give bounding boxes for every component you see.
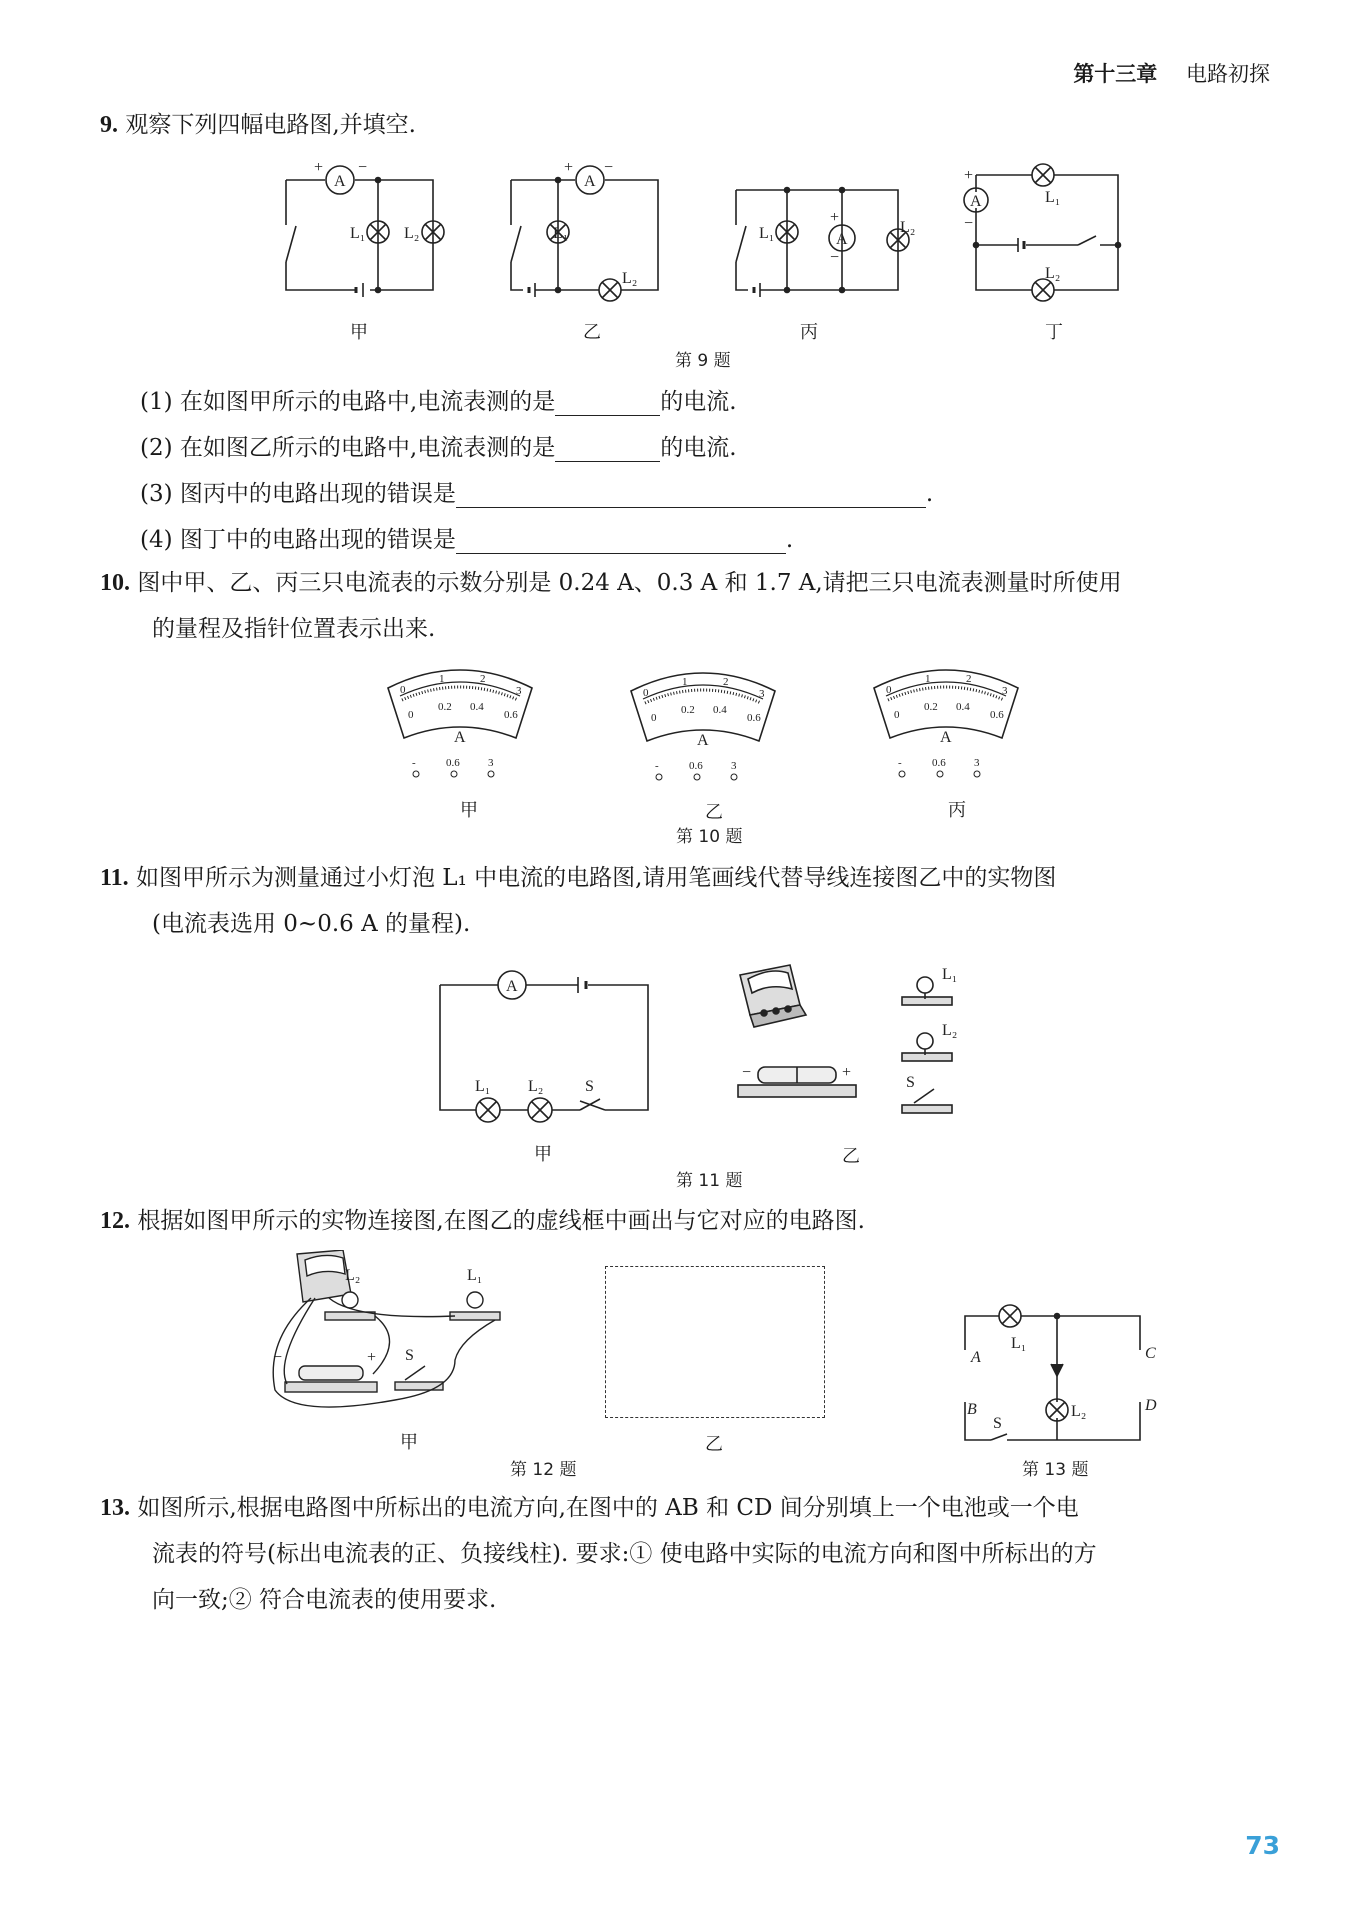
drawing-area-box[interactable]	[605, 1266, 825, 1418]
page-header	[1073, 58, 1270, 88]
answer-blank[interactable]	[456, 481, 926, 508]
svg-text:0.4: 0.4	[713, 704, 727, 716]
question-9	[100, 102, 416, 148]
svg-text:L₂: L₂	[345, 1267, 361, 1284]
section-title: 电路初探	[1186, 62, 1270, 86]
q9-sub-1: (1) 在如图甲所示的电路中,电流表测的是 的电流.	[140, 389, 737, 415]
svg-text:0.6: 0.6	[446, 757, 460, 769]
svg-text:1: 1	[925, 673, 931, 685]
svg-text:-: -	[412, 757, 416, 769]
svg-text:L₂: L₂	[622, 270, 638, 287]
svg-text:L₂: L₂	[1045, 265, 1061, 282]
q9-sub-2: (2) 在如图乙所示的电路中,电流表测的是 的电流.	[140, 435, 737, 461]
svg-text:0: 0	[643, 687, 649, 699]
svg-text:0.4: 0.4	[956, 701, 970, 713]
page-number: 73	[1245, 1831, 1280, 1860]
fig-label: 乙	[842, 1146, 860, 1167]
svg-text:D: D	[1145, 1397, 1157, 1414]
circuit-jia	[440, 971, 648, 1122]
question-number: 9.	[100, 112, 118, 138]
svg-text:+: +	[314, 159, 324, 176]
svg-text:L₁: L₁	[467, 1267, 483, 1284]
fig-label: 丙	[948, 800, 966, 821]
svg-text:L₁: L₁	[759, 225, 775, 242]
svg-text:L₁: L₁	[1045, 189, 1061, 206]
figure-caption: 第 9 题	[675, 351, 731, 371]
svg-text:+: +	[367, 1349, 377, 1366]
fig-label: 甲	[460, 800, 478, 821]
fig-label: 乙	[583, 322, 601, 343]
svg-text:−: −	[273, 1349, 283, 1366]
question-11: 11. 如图甲所示为测量通过小灯泡 L₁ 中电流的电路图,请用笔画线代替导线连接图乙中的实物图 (电流表选用 0~0.6 A 的量程).	[100, 865, 1057, 937]
svg-text:0.6: 0.6	[504, 709, 518, 721]
svg-text:−: −	[358, 159, 368, 176]
question-13: 13. 如图所示,根据电路图中所标出的电流方向,在图中的 AB 和 CD 间分别填上一个电池或一个电 流表的符号(标出电流表的正、负接线柱). 要求:① 使电路中实际的电流方向和图中所标出的方 向一致;② 符合电流表的使用要求.	[100, 1495, 1097, 1613]
figure-caption: 第 13 题	[1022, 1460, 1089, 1480]
svg-text:-: -	[898, 757, 902, 769]
question-12: 12. 根据如图甲所示的实物连接图,在图乙的虚线框中画出与它对应的电路图.	[100, 1208, 865, 1234]
svg-text:B: B	[967, 1401, 977, 1418]
fig-label: 丁	[1045, 322, 1063, 343]
q13-circuit	[955, 1290, 1175, 1460]
switch-icon	[580, 1099, 600, 1110]
svg-text:L₂: L₂	[942, 1022, 958, 1039]
svg-text:3: 3	[516, 685, 522, 697]
switch-icon	[914, 1089, 934, 1103]
svg-text:L₂: L₂	[1071, 1403, 1087, 1420]
switch-icon	[736, 226, 746, 262]
svg-text:0: 0	[651, 712, 657, 724]
q11-figures	[430, 955, 990, 1130]
svg-text:S: S	[405, 1347, 414, 1364]
q9-sub-4: (4) 图丁中的电路出现的错误是 .	[140, 527, 794, 553]
svg-text:A: A	[697, 732, 709, 749]
ammeter-dial-icon[interactable]	[631, 673, 775, 780]
svg-text:S: S	[993, 1415, 1002, 1432]
svg-text:0.6: 0.6	[689, 760, 703, 772]
q9-circuit-figures	[270, 150, 1150, 350]
svg-text:A: A	[971, 1349, 981, 1366]
svg-text:0.4: 0.4	[470, 701, 484, 713]
switch-icon	[511, 226, 521, 262]
svg-text:L₂: L₂	[528, 1078, 544, 1095]
svg-text:2: 2	[966, 673, 972, 685]
switch-icon	[286, 226, 296, 262]
svg-text:-: -	[655, 760, 659, 772]
figure-caption: 第 10 题	[676, 827, 743, 847]
svg-text:+: +	[842, 1064, 852, 1081]
q10-ammeter-dials	[380, 660, 1060, 790]
svg-text:−: −	[742, 1064, 752, 1081]
physical-components	[738, 965, 856, 1097]
svg-text:3: 3	[974, 757, 980, 769]
svg-text:−: −	[964, 215, 974, 232]
circuit-ding	[964, 164, 1121, 301]
svg-text:2: 2	[480, 673, 486, 685]
svg-text:L₂: L₂	[404, 225, 420, 242]
fig-label: 乙	[705, 802, 723, 823]
svg-text:0.2: 0.2	[681, 704, 695, 716]
fig-label: 乙	[705, 1434, 723, 1455]
svg-text:−: −	[830, 249, 840, 266]
svg-text:2: 2	[723, 676, 729, 688]
circuit-bing	[736, 188, 909, 298]
svg-text:L₁: L₁	[553, 225, 569, 242]
svg-text:0: 0	[400, 684, 406, 696]
answer-blank[interactable]	[555, 435, 660, 462]
chapter-title: 第十三章	[1073, 62, 1158, 86]
svg-text:+: +	[964, 167, 974, 184]
svg-text:L₁: L₁	[475, 1078, 491, 1095]
svg-text:A: A	[454, 729, 466, 746]
svg-text:0.6: 0.6	[990, 709, 1004, 721]
switch-icon	[991, 1434, 1007, 1440]
answer-blank[interactable]	[555, 389, 660, 416]
svg-text:3: 3	[1002, 685, 1008, 697]
svg-text:3: 3	[488, 757, 494, 769]
ammeter-dial-icon[interactable]	[388, 670, 532, 777]
svg-text:A: A	[584, 173, 596, 190]
ammeter-dial-icon[interactable]	[874, 670, 1018, 777]
svg-text:C: C	[1145, 1345, 1156, 1362]
lamp-components	[902, 966, 957, 1113]
q9-sub-3: (3) 图丙中的电路出现的错误是 .	[140, 481, 934, 507]
svg-text:S: S	[585, 1078, 594, 1095]
question-10: 10. 图中甲、乙、丙三只电流表的示数分别是 0.24 A、0.3 A 和 1.7 A,请把三只电流表测量时所使用 的量程及指针位置表示出来.	[100, 570, 1122, 642]
svg-text:3: 3	[731, 760, 737, 772]
question-text: 观察下列四幅电路图,并填空.	[125, 112, 416, 138]
svg-text:A: A	[334, 173, 346, 190]
svg-text:−: −	[604, 159, 614, 176]
svg-text:L₂: L₂	[900, 219, 916, 236]
svg-text:0.2: 0.2	[438, 701, 452, 713]
current-arrow-icon	[1051, 1364, 1063, 1376]
svg-text:0: 0	[894, 709, 900, 721]
svg-text:S: S	[906, 1074, 915, 1091]
fig-label: 甲	[534, 1144, 552, 1165]
svg-text:0.2: 0.2	[924, 701, 938, 713]
svg-text:0.6: 0.6	[747, 712, 761, 724]
answer-blank[interactable]	[456, 527, 786, 554]
svg-text:L₁: L₁	[942, 966, 958, 983]
switch-icon	[1078, 236, 1096, 245]
svg-text:+: +	[830, 209, 840, 226]
svg-text:0.6: 0.6	[932, 757, 946, 769]
svg-text:0: 0	[886, 684, 892, 696]
fig-label: 甲	[400, 1432, 418, 1453]
svg-text:A: A	[506, 978, 518, 995]
svg-text:1: 1	[439, 673, 445, 685]
svg-text:1: 1	[682, 676, 688, 688]
svg-text:3: 3	[759, 688, 765, 700]
svg-text:L₁: L₁	[1011, 1335, 1027, 1352]
figure-caption: 第 11 题	[676, 1171, 743, 1191]
svg-text:+: +	[564, 159, 574, 176]
svg-text:A: A	[970, 193, 982, 210]
svg-text:A: A	[940, 729, 952, 746]
svg-text:A: A	[836, 231, 848, 248]
q12-physical-circuit	[255, 1250, 565, 1420]
svg-text:L₁: L₁	[350, 225, 366, 242]
fig-label: 甲	[350, 322, 368, 343]
fig-label: 丙	[800, 322, 818, 343]
figure-caption: 第 12 题	[510, 1460, 577, 1480]
svg-text:0: 0	[408, 709, 414, 721]
